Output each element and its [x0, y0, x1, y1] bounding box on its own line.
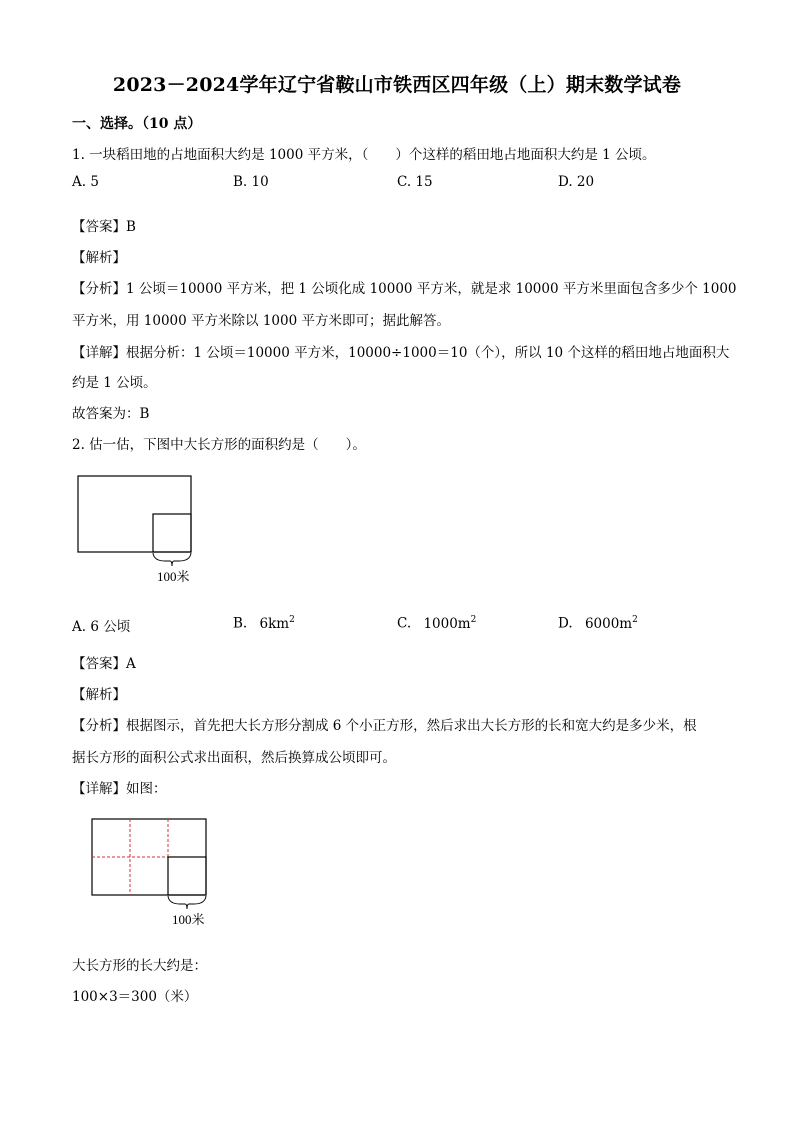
q2-option-c-prefix: C.: [397, 615, 412, 632]
q1-xiangjie-line1: 【详解】根据分析：1 公顷＝10000 平方米，10000÷1000＝10（个），所以 10 个这样的稻田地占地面积大: [72, 345, 730, 361]
q1-answer: 【答案】B: [72, 219, 136, 235]
page-title: 2023－2024学年辽宁省鞍山市铁西区四年级（上）期末数学试卷: [112, 74, 682, 96]
q2-fenxi-line1: 【分析】根据图示，首先把大长方形分割成 6 个小正方形，然后求出大长方形的长和宽大约是多少米，根: [72, 718, 697, 734]
q2-option-b-sup: 2: [289, 615, 295, 625]
q1-option-c: C. 15: [397, 174, 433, 190]
question-1-text: 1. 一块稻田地的占地面积大约是 1000 平方米，（ ）个这样的稻田地占地面积大约是 1 公顷。: [72, 147, 656, 163]
small-square: [153, 514, 191, 552]
q2-option-c-value: 1000m: [423, 615, 471, 632]
q2-option-a: A. 6 公顷: [72, 619, 131, 635]
q2-jiexi: 【解析】: [72, 687, 126, 703]
small-square: [168, 857, 206, 895]
q2-option-d-value: 6000m: [584, 615, 633, 632]
brace: [168, 896, 206, 909]
q2-option-d-prefix: D.: [558, 615, 573, 632]
q1-xiangjie-line2: 约是 1 公顷。: [72, 375, 157, 391]
q2-divided-rectangle-figure: [91, 818, 213, 930]
figure-label: 100米: [157, 569, 190, 584]
q1-jiexi: 【解析】: [72, 250, 126, 266]
q2-option-b-prefix: B.: [233, 615, 248, 632]
section-heading: 一、选择。（10 点）: [72, 116, 202, 132]
q2-xiangjie: 【详解】如图：: [72, 781, 167, 797]
q1-fenxi-line1: 【分析】1 公顷＝10000 平方米，把 1 公顷化成 10000 平方米，就是求 10000 平方米里面包含多少个 1000: [72, 281, 737, 297]
q2-option-d: [558, 615, 638, 632]
q2-option-c: [397, 615, 476, 632]
q1-option-a: A. 5: [72, 174, 99, 190]
q2-fenxi-line2: 据长方形的面积公式求出面积，然后换算成公顷即可。: [72, 750, 396, 766]
q2-option-d-sup: 2: [632, 615, 638, 625]
q2-option-b: [233, 615, 295, 632]
figure-label: 100米: [172, 912, 205, 927]
q2-length-text: 大长方形的长大约是：: [72, 958, 207, 974]
question-2-text: 2. 估一估，下图中大长方形的面积约是（ ）。: [72, 437, 366, 453]
q2-rectangle-figure: [77, 475, 197, 587]
q1-fenxi-line2: 平方米，用 10000 平方米除以 1000 平方米即可；据此解答。: [72, 313, 450, 329]
q2-option-c-sup: 2: [470, 615, 477, 625]
q2-answer: 【答案】A: [72, 656, 136, 672]
q1-conclusion: 故答案为：B: [72, 406, 150, 422]
q1-option-b: B. 10: [233, 174, 269, 190]
q2-calc: 100×3＝300（米）: [72, 989, 198, 1005]
brace: [153, 553, 191, 566]
q2-option-b-value: 6km: [259, 615, 290, 632]
q1-option-d: D. 20: [558, 174, 595, 190]
